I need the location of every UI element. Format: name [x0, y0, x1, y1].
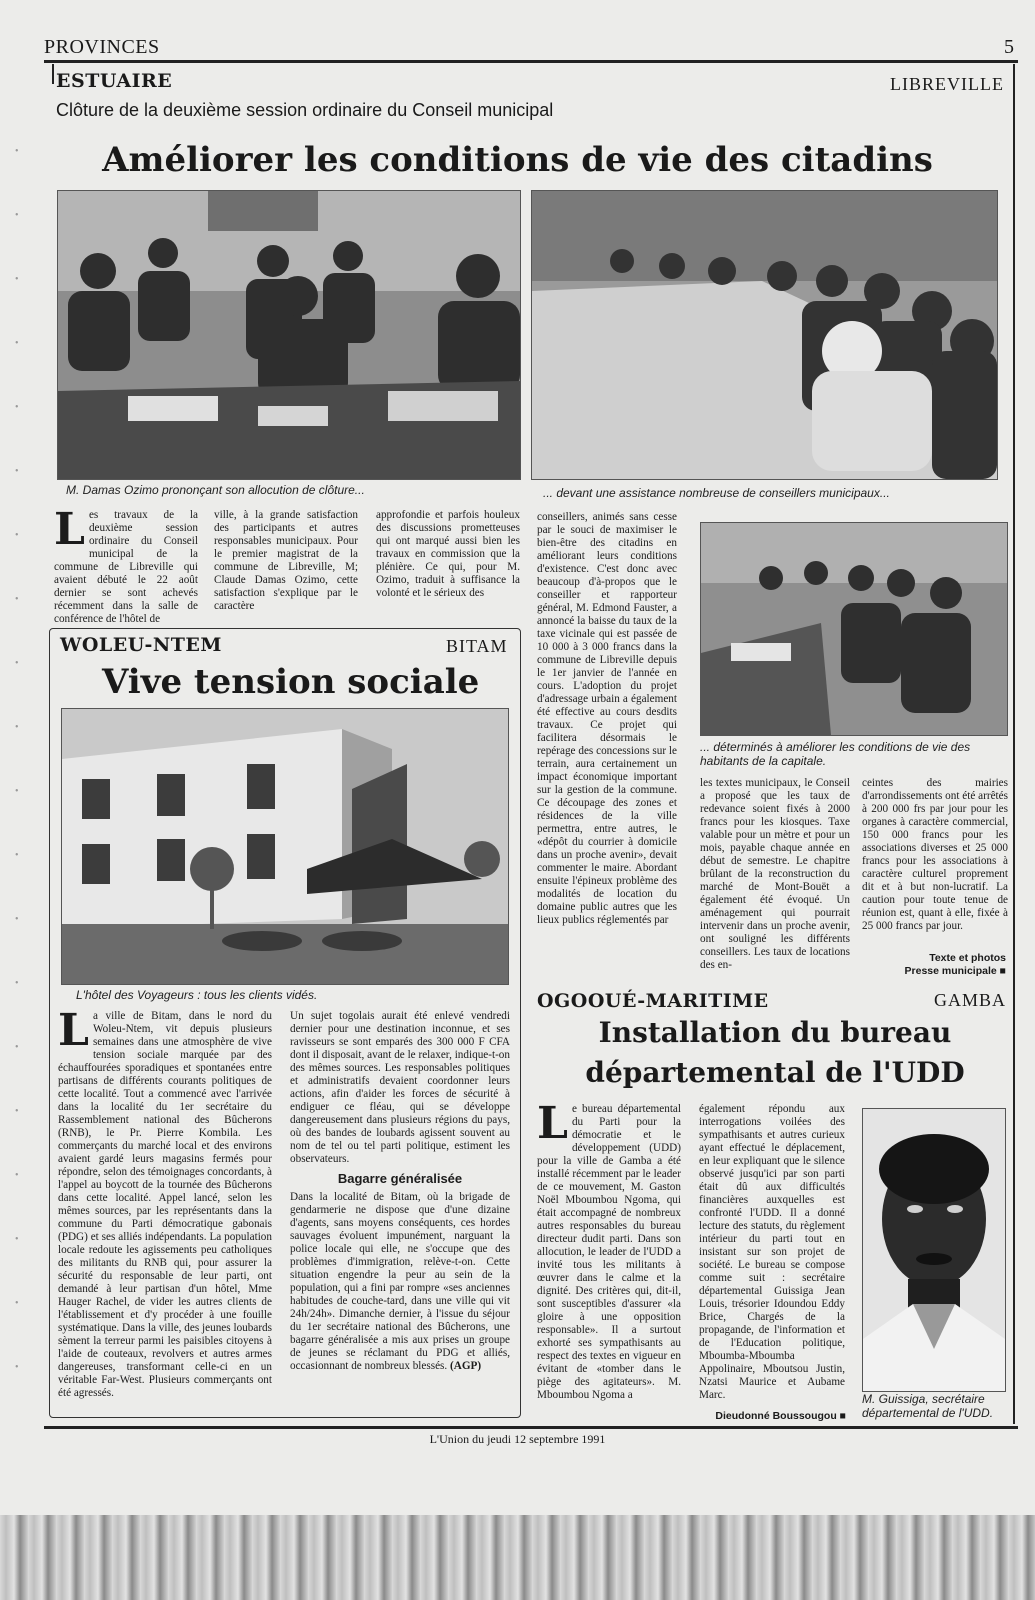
city-gamba: GAMBA [934, 990, 1007, 1010]
left-border-rule [52, 64, 54, 84]
article3-col1-text: e bureau départemental du Parti pour la démocratie et le développement (UDD) pour la ville de Gamba a été installé récemment par le leader de ce mouvement, M. Gaston Noël Mboumbou Ngoma, qui était accompagné de nombreux autres responsables du bureau directeur dudit parti. Dans son allocution, le leader de l'UDD a invité tous les militants à œuvrer dans le calme et la dignité. Des critères qui, dit-il, sont susceptibles d'assurer «la gloire à une opposition responsable». Il a surtout exhorté ses sympathisants au respect des textes en vigueur en évitant de «tomber dans le piège des agitateurs». M. Mboumbou Ngoma a [537, 1103, 681, 1401]
page-number: 5 [1004, 36, 1015, 58]
portrait-caption: M. Guissiga, secrétaire départemental de l'UDD. [862, 1392, 994, 1420]
caption-left: M. Damas Ozimo prononçant son allocution de clôture... [66, 483, 365, 497]
photo-councillors [701, 523, 1007, 735]
article2-headline: Vive tension sociale [102, 662, 480, 702]
caption-right: ... devant une assistance nombreuse de conseillers municipaux... [543, 486, 890, 500]
council-photo-right [531, 190, 998, 480]
article2-col1-text: a ville de Bitam, dans le nord du Woleu-Ntem, vit depuis plusieurs semaines dans une atmosphère de vive tension sociale marquée par des échauffourées sporadiques et spontanées entre partisans de différents courants politiques de cette localité. Tout a commencé avec l'arrivée dans la localité du 1er secrétaire du Rassemblement national des Bûcherons (RNB), le Pr. Pierre Kombila. Les commerçants du marché local et des environs avaient gardé leurs magasins fermés pour répondre, selon des témoignages concordants, à l'appel au boycott de la tournée des Bûcherons dans cette localité. Appel lancé, selon les mêmes sources, par les représentants dans la commune du Parti démocratique gabonais (PDG) et ses alliés indépendants. La population locale redoute les agissements peu catholiques des militants du RNB qui, pour assurer la sécurité du responsable de leur parti, ont demandé à leur partisan d'un hôtel, Mme Hauger Rachel, de vider les autres clients de l'établissement et d'y procéder à une fouille systématique. Dans la ville, des jeunes loubards sèment la terreur parmi les paisibles citoyens à l'aide de couteaux, revolvers et autres armes dangereuses, transformant celle-ci en un véritable Far-West. Plusieurs commerçants ont été agressés. [58, 1010, 272, 1399]
article1-dropcap: L [54, 509, 85, 555]
photo-guissiga-portrait [863, 1109, 1005, 1391]
article3-column-2: également répondu aux interrogations voilées des sympathisants et autres curieux ayant effectué le déplacement, en leur expliquant que le silence observé jusqu'ici par son parti était dû aux difficultés financières auxquelles est confronté l'UDD. Il a donné lecture des statuts, du règlement intérieur du parti tout en insistant sur son projet de société. Le bureau se compose comme suit : secrétaire départemental Guissiga Jean Louis, trésorier Idoundou Eddy Brice, Chargés de la propagande, de l'information et de l'Education politique, Mboumba-Mboumba Appolinaire, Mboutsou Justin, Nzatsi Maurice et Aubame Marc. [699, 1103, 845, 1401]
article1-column-3: approfondie et parfois houleux des discussions prometteuses qui ont marqué aussi bien les travaux en commission que la plénière. Ce qui, pour M. Ozimo, traduit à suffisance la volonté et le sérieux des [376, 509, 520, 599]
article1-subtitle: Clôture de la deuxième session ordinaire du Conseil municipal [56, 100, 554, 120]
hotel-photo [61, 708, 509, 985]
photo-officials-table [58, 191, 520, 479]
article3-headline-line2: départemental de l'UDD [585, 1056, 965, 1089]
article2-dropcap: L [58, 1010, 89, 1056]
article1-column-4: conseillers, animés sans cesse par le souci de maximiser le bien-être des citadins en améliorant leurs conditions d'existence. C'est donc avec beaucoup d'à-propos que le conseiller et rapporteur général, M. Edmond Fauster, a annoncé la baisse du taux de la taxe vicinale qui est passée de 10 000 à 3 000 francs dans la commune de Libreville depuis le 1er janvier de l'année en cours. L'adoption du projet d'adressage urbain a également été effective au cours desdits travaux. Ce projet qui facilitera désormais le repérage des concessions sur le terrain, aura certainement un impact économique important sur la gestion de la commune. Ce découpage des zones et résidences de la ville permettra, entre autres, le «dépôt du courrier à domicile dans un proche avenir», devait commenter le maire. Abordant ensuite l'épineux problème des modalités de location du domaine public autres que les lieux publics réglementés par [537, 511, 677, 926]
article1-column-2: ville, à la grande satisfaction des participants et autres responsables municipaux. Pour le premier magistrat de la commune de Libreville, M; Claude Damas Ozimo, cette satisfaction s'explique par le caractère [214, 509, 358, 612]
region-woleu-ntem: WOLEU-NTEM [60, 634, 222, 656]
council-photo-left [57, 190, 521, 480]
article1-credit-line-2 [862, 965, 1006, 977]
article3-dropcap: L [537, 1103, 568, 1149]
article3-column-1 [537, 1103, 681, 1423]
article1-column-6: ceintes des mairies d'arrondissements ont été arrêtés à 200 000 frs par jour pour les organes à caractère commercial, 150 000 francs pour les associations diverses et 25 000 francs pour les associations à caractère culturel proprement dit et à but non-lucratif. La caution pour toute tenue de réunion est, quant à elle, fixée à 25 000 francs par jour. [862, 777, 1008, 932]
article1-col1-text: es travaux de la deuxième session ordinaire du Conseil municipal de la commune de Libreville qui avaient débuté le 22 août dernier se sont achevés récemment dans la salle de conférence de l'hôtel de [54, 509, 198, 625]
article1-headline: Améliorer les conditions de vie des citadins [102, 140, 933, 180]
binding-holes: • • • • • • • • • • • • • • • • • • • • [15, 146, 19, 1373]
article1-column-1 [54, 509, 198, 625]
city-bitam: BITAM [446, 636, 508, 656]
article2-credit: (AGP) [450, 1360, 482, 1372]
caption-small: ... déterminés à améliorer les conditions de vie des habitants de la capitale. [700, 740, 971, 768]
footer-dateline: L'Union du jeudi 12 septembre 1991 [429, 1432, 606, 1446]
region-estuaire: ESTUAIRE [56, 70, 173, 92]
section-title: PROVINCES [44, 36, 160, 58]
right-border-rule [1013, 64, 1015, 1424]
article3-byline-text: Dieudonné Boussougou [715, 1410, 837, 1422]
header-rule [44, 60, 1018, 63]
city-libreville: LIBREVILLE [890, 74, 1004, 94]
article3-byline [690, 1410, 846, 1422]
article2-column-1 [58, 1010, 272, 1412]
article2-col2b-text: Dans la localité de Bitam, où la brigade de gendarmerie ne dispose que d'une dizaine d'agents, sans moyens conséquents, ces hordes sauvages évoluent impunément, narguant la police locale qui elle, ne s'occupe que des problèmes d'immigration, relève-t-on. Cette situation engendre la peur au sein de la population, qui a fini par rompre «ses anciennes habitudes de couche-tard, dans une ville qui vit 24h/24h». Dimanche dernier, à l'issue du séjour du 1er secrétaire national des Bûcherons, une bagarre généralisée a mis aux prises un groupe de jeunes se réclamant du PDG et alliés, occasionnant de nombreux blessés. [290, 1191, 510, 1372]
article3-headline-line1: Installation du bureau [598, 1016, 952, 1049]
end-square-icon: ■ [839, 1410, 846, 1422]
article1-credit-line-1: Texte et photos [929, 952, 1006, 964]
hotel-caption: L'hôtel des Voyageurs : tous les clients vidés. [76, 988, 318, 1002]
scan-edge [0, 1515, 1035, 1600]
portrait-photo [862, 1108, 1006, 1392]
article2-subhead: Bagarre généralisée [337, 1171, 463, 1186]
photo-assembly [532, 191, 997, 479]
photo-hotel-voyageurs [62, 709, 508, 984]
article2-col2b [290, 1191, 510, 1373]
council-photo-small [700, 522, 1008, 736]
article2-col2a-text: Un sujet togolais aurait été enlevé vendredi dernier pour une destination inconnue, et ses ravisseurs se sont emparés des 300 000 F CFA dont il disposait, avant de le relaxer, indique-t-on des mêmes sources. Les responsables politiques et administratifs devaient coordonner leurs actions, afin d'aider les forces de sécurité à endiguer ce fléau, qui se développe dangereusement dans plusieurs régions du pays, où des bandes de loubards agissent souvent au nom de tel ou tel parti politique, estiment les observateurs. [290, 1010, 510, 1165]
article1-column-5: les textes municipaux, le Conseil a proposé que les taux de redevance soient fixés à 2000 francs pour les kiosques. Taxe valable pour un mètre et pour un mois, payable chaque année en début de semestre. Le chapitre brûlant de la reconstruction du marché de Mont-Bouët a également été évoqué. Un aménagement qui pourrait intervenir dans un proche avenir, ont souligné les différents conseillers. Les taux de locations des en- [700, 777, 850, 971]
end-square-icon: ■ [999, 965, 1006, 977]
region-ogooue-maritime: OGOOUÉ-MARITIME [537, 990, 769, 1012]
article1-credit-text: Presse municipale [904, 965, 997, 977]
footer-rule [44, 1426, 1018, 1429]
article2-column-2 [290, 1010, 510, 1412]
